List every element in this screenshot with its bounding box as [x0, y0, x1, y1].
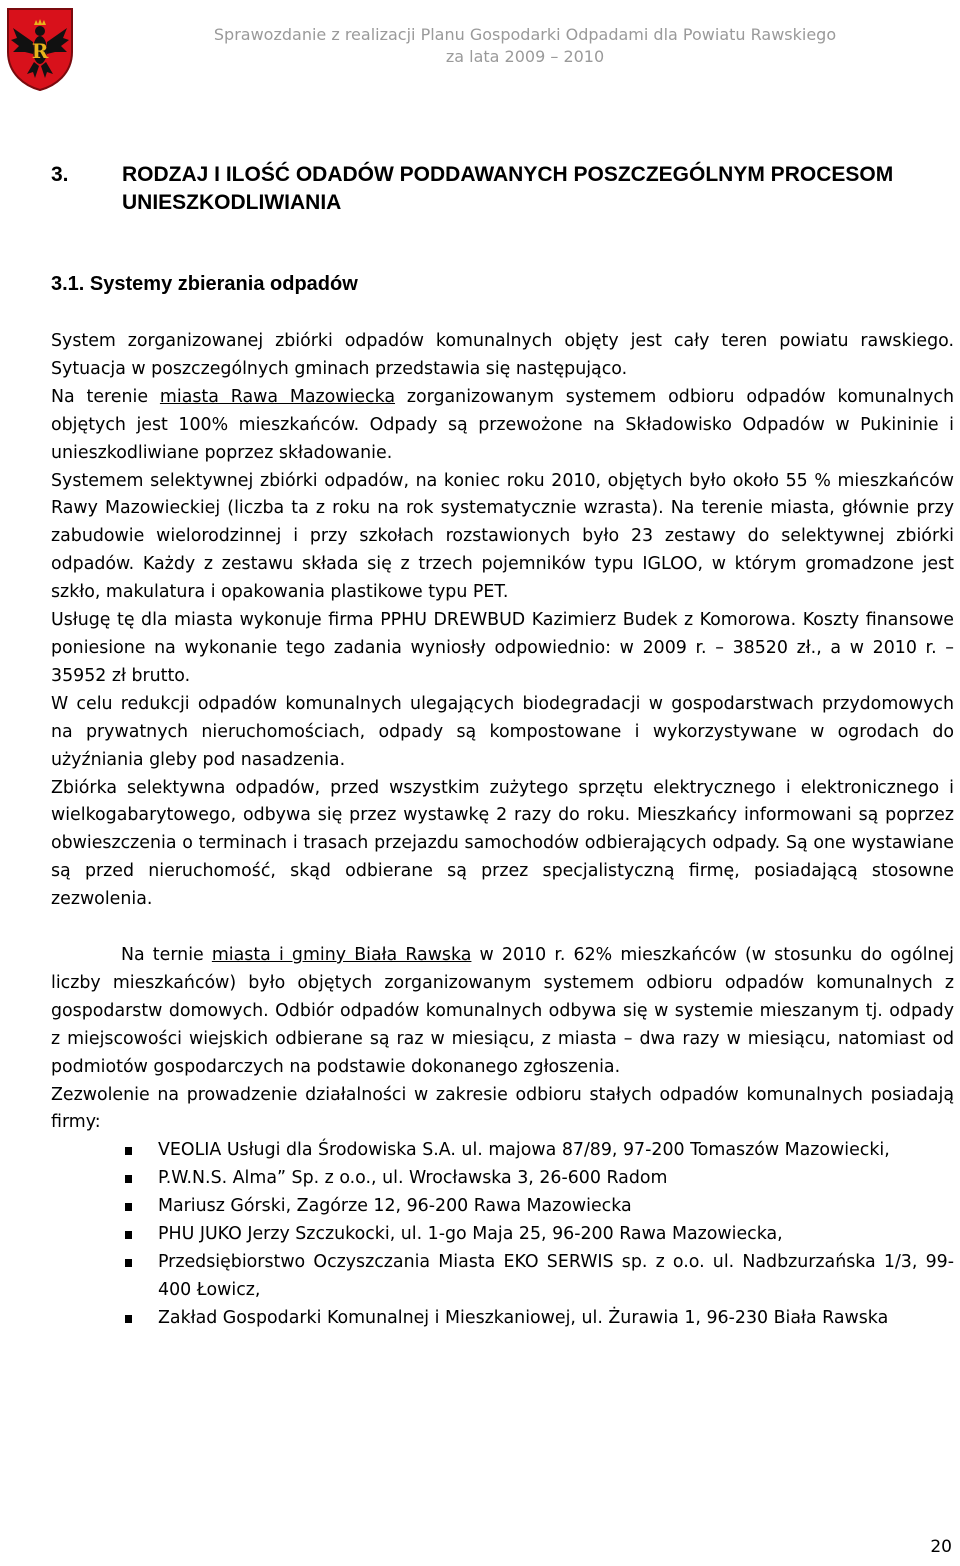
list-item: VEOLIA Usługi dla Środowiska S.A. ul. majowa 87/89, 97-200 Tomaszów Mazowiecki, — [158, 1137, 954, 1165]
paragraph-biala-rawska: Na ternie miasta i gminy Biała Rawska w 2010 r. 62% mieszkańców (w stosunku do ogólnej liczby mieszkańców) było objętych zorganizowanym systemem odbioru odpadów komunalnych z gospodarstw domowych. Odbiór odpadów komunalnych odbywa się w systemie mieszanym tj. odpady z miejscowości wiejskich odbierane są raz w miesiącu, z miasta – dwa razy w miesiącu, natomiast od podmiotów gospodarczych na podstawie dokonanego zgłoszenia. — [51, 945, 954, 1077]
list-item: P.W.N.S. Alma” Sp. z o.o., ul. Wrocławska 3, 26-600 Radom — [158, 1165, 954, 1193]
bullet-icon — [125, 1203, 132, 1211]
list-item: PHU JUKO Jerzy Szczukocki, ul. 1-go Maja 25, 96-200 Rawa Mazowiecka, — [158, 1221, 954, 1249]
paragraph-service-costs: Usługę tę dla miasta wykonuje firma PPHU DREWBUD Kazimierz Budek z Komorowa. Koszty finansowe poniesione na wykonanie tego zadania wyniosły odpowiednio: w 2009 r. – 38520 zł., a w 2010 r. – 35952 zł brutto. — [51, 610, 954, 686]
svg-text:R: R — [31, 39, 49, 63]
running-header — [90, 24, 960, 68]
bullet-icon — [125, 1259, 132, 1267]
coat-of-arms-logo — [5, 6, 75, 92]
page-number: 20 — [930, 1537, 952, 1557]
list-item: Zakład Gospodarki Komunalnej i Mieszkaniowej, ul. Żurawia 1, 96-230 Biała Rawska — [158, 1305, 954, 1333]
bullet-icon — [125, 1315, 132, 1323]
paragraph-composting: W celu redukcji odpadów komunalnych ulegających biodegradacji w gospodarstwach przydomowych na prywatnych nieruchomościach, odpady są kompostowane i wykorzystywane w ogrodach do użyźniania gleby pod nasadzenia. — [51, 693, 954, 770]
body-text — [51, 328, 954, 1333]
paragraph-selective-collection: Systemem selektywnej zbiórki odpadów, na koniec roku 2010, objętych było około 55 % mieszkańców Rawy Mazowieckiej (liczba ta z roku na rok systematycznie wzrasta). Na terenie miasta, głównie przy zabudowie wielorodzinnej i przy szkołach rozstawionych było 23 zestawy do selektywnej zbiórki odpadów. Każdy z zestawu składa się z trzech pojemników typu IGLOO, w którym gromadzone jest szkło, makulatura i opakowania plastikowe typu PET. — [51, 470, 954, 603]
section-number: 3. — [51, 163, 69, 186]
bullet-icon — [125, 1175, 132, 1183]
paragraph-rawa-mazowiecka: Na terenie miasta Rawa Mazowiecka zorganizowanym systemem odbioru odpadów komunalnych objętych jest 100% mieszkańców. Odpady są przewożone na Składowisko Odpadów w Pukininie i unieszkodliwiane poprzez składowanie. — [51, 386, 954, 463]
paragraph-system-overview: System zorganizowanej zbiórki odpadów komunalnych objęty jest cały teren powiatu rawskiego. Sytuacja w poszczególnych gminach przedstawia się następująco. — [51, 331, 954, 379]
bullet-icon — [125, 1231, 132, 1239]
biala-rawska-link: miasta i gminy Biała Rawska — [211, 945, 472, 966]
rawa-mazowiecka-link: miasta Rawa Mazowiecka — [159, 386, 396, 407]
firms-list — [51, 1137, 954, 1332]
list-item: Mariusz Górski, Zagórze 12, 96-200 Rawa Mazowiecka — [158, 1193, 954, 1221]
running-header-line1: Sprawozdanie z realizacji Planu Gospodarki Odpadami dla Powiatu Rawskiego — [213, 25, 837, 44]
subsection-heading: 3.1. Systemy zbierania odpadów — [51, 273, 358, 295]
running-header-line2: za lata 2009 – 2010 — [445, 47, 605, 66]
section-title: RODZAJ I ILOŚĆ ODADÓW PODDAWANYCH POSZCZEGÓLNYM PROCESOM UNIESZKODLIWIANIA — [122, 163, 894, 214]
bullet-icon — [125, 1147, 132, 1155]
section-heading — [51, 161, 931, 217]
paragraph-electronic-waste: Zbiórka selektywna odpadów, przed wszystkim zużytego sprzętu elektrycznego i elektronicznego i wielkogabarytowego, odbywa się przez wystawkę 2 razy do roku. Mieszkańcy informowani są poprzez obwieszczenia o terminach i trasach przejazdu samochodów odbierających odpady. Są one wystawiane są przed nieruchomość, skąd odbierane są przez specjalistyczną firmę, posiadającą stosowne zezwolenia. — [51, 777, 954, 910]
paragraph-permits: Zezwolenie na prowadzenie działalności w zakresie odbioru stałych odpadów komunalnych posiadają firmy: — [51, 1084, 954, 1133]
list-item: Przedsiębiorstwo Oczyszczania Miasta EKO SERWIS sp. z o.o. ul. Nadbzurzańska 1/3, 99-400 Łowicz, — [158, 1249, 954, 1305]
